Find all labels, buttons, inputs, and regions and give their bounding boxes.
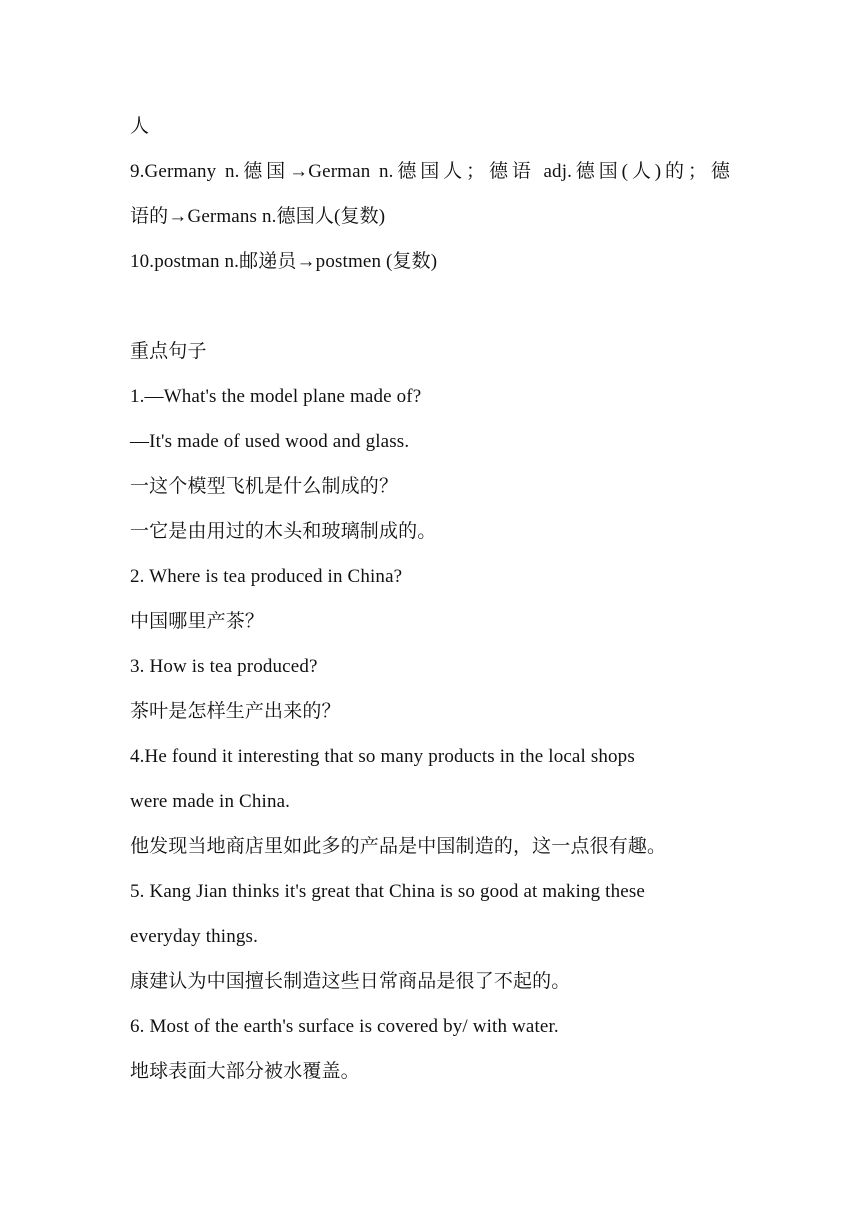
sentence-5-translation: 康建认为中国擅长制造这些日常商品是很了不起的。	[130, 971, 571, 992]
sentence-2-english: 2. Where is tea produced in China?	[130, 566, 403, 587]
sentence-1-answer: —It's made of used wood and glass.	[130, 431, 410, 452]
vocab-line-ren: 人	[130, 116, 150, 137]
document-page	[130, 104, 730, 1094]
sentence-3-english: 3. How is tea produced?	[130, 656, 318, 677]
sentence-1-question: 1.—What's the model plane made of?	[130, 386, 422, 407]
vocab-item-9-line-1: 9.Germany n.德国→German n.德国人；德语 adj.德国(人)的；德	[130, 161, 730, 182]
sentence-1-question-translation: 一这个模型飞机是什么制成的？	[130, 476, 399, 497]
sentence-5-english-line-2: everyday things.	[130, 926, 258, 947]
sentence-6-translation: 地球表面大部分被水覆盖。	[130, 1061, 360, 1082]
section-heading-key-sentences: 重点句子	[130, 341, 207, 362]
blank-line	[130, 284, 730, 329]
sentence-5-english-line-1: 5. Kang Jian thinks it's great that China is so good at making these	[130, 881, 645, 902]
sentence-2-translation: 中国哪里产茶？	[130, 611, 265, 632]
sentence-6-english: 6. Most of the earth's surface is covered by/ with water.	[130, 1016, 559, 1037]
sentence-1-answer-translation: 一它是由用过的木头和玻璃制成的。	[130, 521, 437, 542]
vocab-item-10: 10.postman n.邮递员→postmen (复数)	[130, 251, 438, 272]
vocab-item-9-line-2: 语的→Germans n.德国人(复数)	[130, 206, 386, 227]
sentence-3-translation: 茶叶是怎样生产出来的？	[130, 701, 341, 722]
sentence-4-english-line-1: 4.He found it interesting that so many products in the local shops	[130, 746, 635, 767]
sentence-4-english-line-2: were made in China.	[130, 791, 291, 812]
sentence-4-translation: 他发现当地商店里如此多的产品是中国制造的，这一点很有趣。	[130, 836, 667, 857]
